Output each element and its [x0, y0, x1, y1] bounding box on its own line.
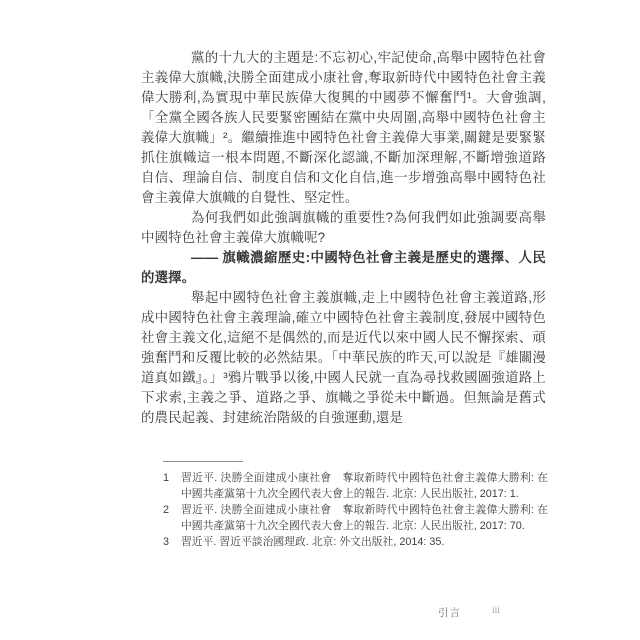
footer-section-title: 引言: [438, 607, 461, 619]
footnote-3: [163, 534, 548, 550]
footnote-1: [163, 470, 548, 502]
footnote-number: 1: [163, 472, 170, 484]
footnote-separator-rule: [163, 461, 243, 462]
footnote-text: 習近平. 習近平談治國理政. 北京: 外文出版社, 2014: 35.: [181, 536, 445, 548]
paragraph-historical-choice: 舉起中國特色社會主義旗幟,走上中國特色社會主義道路,形成中國特色社會主義理論,確立中國特色社會主義制度,發展中國特色社會主義文化,這絕不是偶然的,而是近代以來中國人民不懈探索、頑強奮鬥和反覆比較的必然結果。「中華民族的昨天,可以說是『雄關漫道真如鐵』。」³鴉片戰爭以後,中國人民就一直為尋找救國圖強道路上下求索,主義之爭、道路之爭、旗幟之爭從未中斷過。但無論是舊式的農民起義、封建統治階級的自強運動,還是: [141, 290, 546, 425]
footnote-2: [163, 502, 548, 534]
footnote-text: 習近平. 決勝全面建成小康社會 奪取新時代中國特色社會主義偉大勝利: 在中國共產黨第十九次全國代表大會上的報告. 北京: 人民出版社, 2017: 1.: [181, 472, 548, 500]
paragraph-why-emphasize-banner: 為何我們如此強調旗幟的重要性?為何我們如此強調要高舉中國特色社會主義偉大旗幟呢?: [141, 210, 546, 245]
paragraph-theme-of-19th-congress: 黨的十九大的主題是:不忘初心,牢記使命,高舉中國特色社會主義偉大旗幟,決勝全面建成小康社會,奪取新時代中國特色社會主義偉大勝利,為實現中華民族偉大復興的中國夢不懈奮鬥¹。大會強調,「全黨全國各族人民要緊密團結在黨中央周圍,高舉中國特色社會主義偉大旗幟」²。繼續推進中國特色社會主義偉大事業,關鍵是要緊緊抓住旗幟這一根本問題,不斷深化認識,不斷加深理解,不斷增強道路自信、理論自信、制度自信和文化自信,進一步增強高舉中國特色社會主義偉大旗幟的自覺性、堅定性。: [141, 50, 546, 205]
footnotes-block: [163, 470, 548, 550]
footnote-number: 2: [163, 504, 170, 516]
main-text-block: [141, 48, 546, 428]
paragraph-heading-banner-condenses-history: —— 旗幟濃縮歷史:中國特色社會主義是歷史的選擇、人民的選擇。: [141, 250, 546, 285]
footer-page-number: iii: [492, 606, 500, 616]
footnote-number: 3: [163, 536, 170, 548]
footnote-text: 習近平. 決勝全面建成小康社會 奪取新時代中國特色社會主義偉大勝利: 在中國共產黨第十九次全國代表大會上的報告. 北京: 人民出版社, 2017: 70.: [181, 504, 548, 532]
